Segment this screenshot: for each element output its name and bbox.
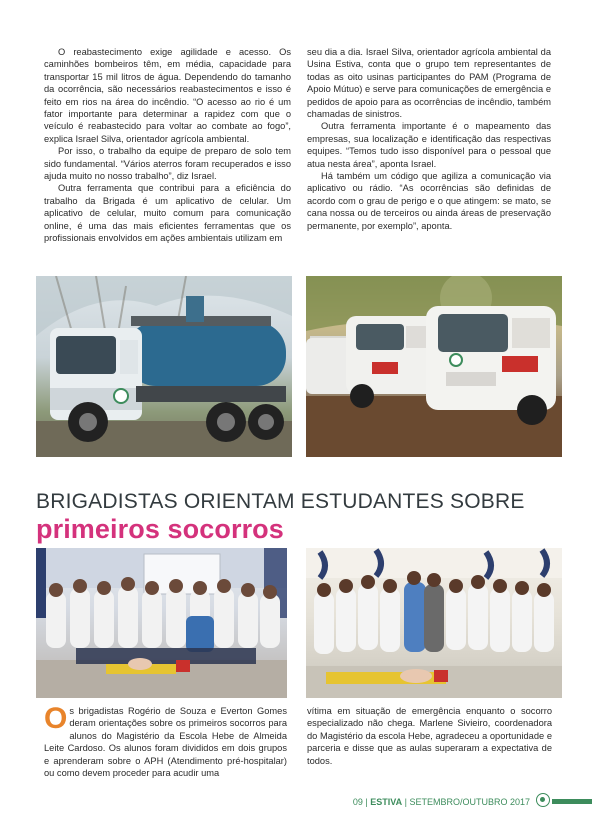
paragraph-continuation: seu dia a dia. Israel Silva, orientador agrícola ambiental da Usina Estiva, conta que o grupo tem representantes de todas as oito usinas participantes do PAM (Programa de Apoio Mútuo) e serve para comunicações de emergência e pedidos de apoio para as ocorrências de incêndio, também chamadas de sinistros. xyxy=(307,47,551,120)
page-number: 09 xyxy=(352,797,363,807)
photo-students-group-left xyxy=(36,548,287,698)
article-column-top-right xyxy=(307,46,551,232)
photo-students-group-right xyxy=(306,548,562,698)
students-group-left-illustration xyxy=(36,548,287,698)
page-footer xyxy=(0,796,592,810)
photo-brigade-vans xyxy=(306,276,562,457)
paragraph: O reabastecimento exige agilidade e acesso. Os caminhões bombeiros têm, em média, capacidade para transportar 15 mil litros de água. Dependendo do tamanho da ocorrência, são necessários reabastecimentos e isso é feito em rios na área do incêndio. “O acesso ao rio é um fator importante para determinar a rapidez com que o veículo é reabastecido para voltar ao combate ao fogo”, explica Israel Silva, orientador agrícola ambiental. xyxy=(44,47,291,144)
footer-issue: SETEMBRO/OUTUBRO 2017 xyxy=(409,797,530,807)
brigade-vans-illustration xyxy=(306,276,562,457)
article-column-top-left xyxy=(44,46,291,245)
students-group-right-illustration xyxy=(306,548,562,698)
dropcap: O xyxy=(44,702,68,735)
footer-separator: | xyxy=(365,797,368,807)
article-column-bottom-left xyxy=(44,702,287,779)
estiva-logo-icon xyxy=(536,793,550,807)
section-headline xyxy=(36,490,566,544)
lead-text: s brigadistas Rogério de Souza e Everton Gomes deram orientações sobre os primeiros socorros para alunos do Magistério da Escola Hebe de Almeida Leite Cardoso. Os alunos foram divididos em dois grupos e aprenderam sobre o APH (Atendimento pré-hospitalar) ou como devem proceder para acudir uma xyxy=(44,706,287,779)
paragraph: Outra ferramenta importante é o mapeamento das empresas, sua localização e identificação das respectivas equipes. “Temos tudo isso disponível para o pessoal que atua nesta área”, aponta Israel. xyxy=(307,121,551,169)
paragraph: Há também um código que agiliza a comunicação via aplicativo ou rádio. “As ocorrências são definidas de acordo com o grau de perigo e o que atingem: se mato, se cana nossa ou de terceiros ou ainda áreas de preservação permanente, por exemplo”, aponta. xyxy=(307,171,551,231)
photo-water-truck xyxy=(36,276,292,457)
headline-line-2: primeiros socorros xyxy=(36,514,284,544)
footer-text xyxy=(353,797,530,808)
water-truck-illustration xyxy=(36,276,292,457)
paragraph: Por isso, o trabalho da equipe de preparo de solo tem sido fundamental. “Vários aterros foram recuperados e isso ajuda muito no nosso trabalho”, diz Israel. xyxy=(44,146,291,182)
footer-brand: ESTIVA xyxy=(370,797,403,807)
paragraph: vítima em situação de emergência enquanto o socorro especializado não chega. Marlene Sivieiro, coordenadora do Magistério da escola Hebe, agradeceu a oportunidade e parceria e disse que as aulas superaram a expectativa de todos. xyxy=(307,706,552,766)
footer-separator: | xyxy=(404,797,407,807)
footer-accent-bar xyxy=(552,799,592,804)
paragraph: Outra ferramenta que contribui para a eficiência do trabalho da Brigada é um aplicativo de celular. Um aplicativo de celular, muito comum para comunicação online, é uma das mais eficientes ferramentas que os profissionais envolvidos em ações ambientais utilizam em xyxy=(44,183,291,244)
paragraph-lead xyxy=(44,702,287,779)
headline-line-1: BRIGADISTAS ORIENTAM ESTUDANTES SOBRE xyxy=(36,490,525,513)
article-column-bottom-right xyxy=(307,705,552,767)
